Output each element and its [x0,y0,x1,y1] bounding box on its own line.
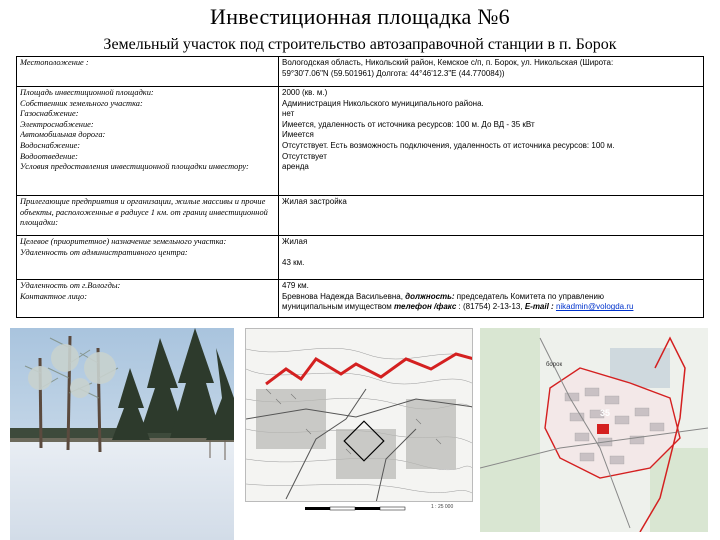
topo-scale-bar [245,503,473,517]
position-value: председатель Комитета по управлению [456,291,604,301]
detail-label: Площадь инвестиционной площадки: [20,88,154,97]
village-label: борок [546,362,563,368]
adjacent-label: Прилегающие предприятия и организации, жилые массивы и прочие объекты, расположенные в радиусе 1 км. от границ инвестиционной площадки: [17,196,279,236]
detail-value: Имеется [282,130,314,140]
detail-label: Водоотведение: [20,151,78,161]
detail-label: Водоснабжение: [20,140,81,150]
detail-value: Отсутствует [282,151,327,161]
table-row [17,196,704,236]
vologda-distance-value: 479 км. [282,281,309,290]
detail-label: Электроснабжение: [20,119,94,129]
table-row [17,236,704,280]
investment-info-table [16,56,704,318]
scale-bar-icon [305,505,425,513]
site-photo [10,328,234,540]
purpose-values [279,236,704,280]
village-plan-map [480,328,708,532]
purpose-label: Целевое (приоритетное) назначение земельного участка: [20,237,227,246]
contact-labels [17,280,279,318]
village-plan-image [480,328,708,532]
position-continued: муниципальным имуществом [282,302,392,312]
contact-person-label: Контактное лицо: [20,291,88,301]
phone-label: телефон /факс [394,302,457,312]
admin-distance-value: 43 км. [282,257,305,267]
location-line-1: Вологодская область, Никольский район, Кемское с/п, п. Борок, ул. Никольская (Широта: [282,58,614,67]
page-title: Инвестиционная площадка №6 [210,4,510,29]
table-row [17,87,704,196]
email-link[interactable]: nikadmin@vologda.ru [555,302,634,312]
winter-forest-image [10,328,234,540]
location-label: Местоположение : [17,57,279,87]
plot-number-label: 35 [600,408,611,418]
page-subtitle: Земельный участок под строительство автозаправочной станции в п. Борок [103,36,617,53]
topographic-map [245,328,473,502]
email-label: E-mail : [524,302,554,312]
detail-value: 2000 (кв. м.) [282,88,328,97]
details-labels [17,87,279,196]
detail-value: Отсутствует. Есть возможность подключения, удаленность от источника ресурсов: 100 м. [282,140,615,150]
location-value [279,57,704,87]
contact-person-name: Бревнова Надежда Васильевна, [282,291,403,301]
plot-35-marker [597,424,609,434]
detail-value: нет [282,109,295,119]
detail-label: Газоснабжение: [20,109,79,119]
contact-phone-line [282,302,700,313]
contact-person-line [282,292,700,303]
position-label: должность: [405,291,455,301]
phone-value: : (81754) 2-13-13, [458,302,523,312]
vologda-distance-label: Удаленность от г.Вологды: [20,281,121,290]
table-row [17,280,704,318]
purpose-labels [17,236,279,280]
details-values [279,87,704,196]
detail-value: Имеется, удаленность от источника ресурсов: 100 м. До ВД - 35 кВт [282,119,535,129]
detail-value: Администрация Никольского муниципального района. [282,98,484,108]
admin-distance-label: Удаленность от административного центра: [20,247,188,257]
table-row [17,57,704,87]
detail-label: Собственник земельного участка: [20,98,143,108]
adjacent-value: Жилая застройка [279,196,704,236]
detail-label: Автомобильная дорога: [20,130,106,140]
topo-scale-text: 1 : 25 000 [431,504,454,510]
detail-label: Условия предоставления инвестиционной площадки инвестору: [20,162,249,172]
contact-values [279,280,704,318]
location-line-2: 59°30'7.06"N (59.501961) Долгота: 44°46'12.3"E (44.770084)) [282,68,505,78]
detail-value: аренда [282,162,309,172]
topo-map-image [246,329,473,502]
purpose-value: Жилая [282,237,308,246]
